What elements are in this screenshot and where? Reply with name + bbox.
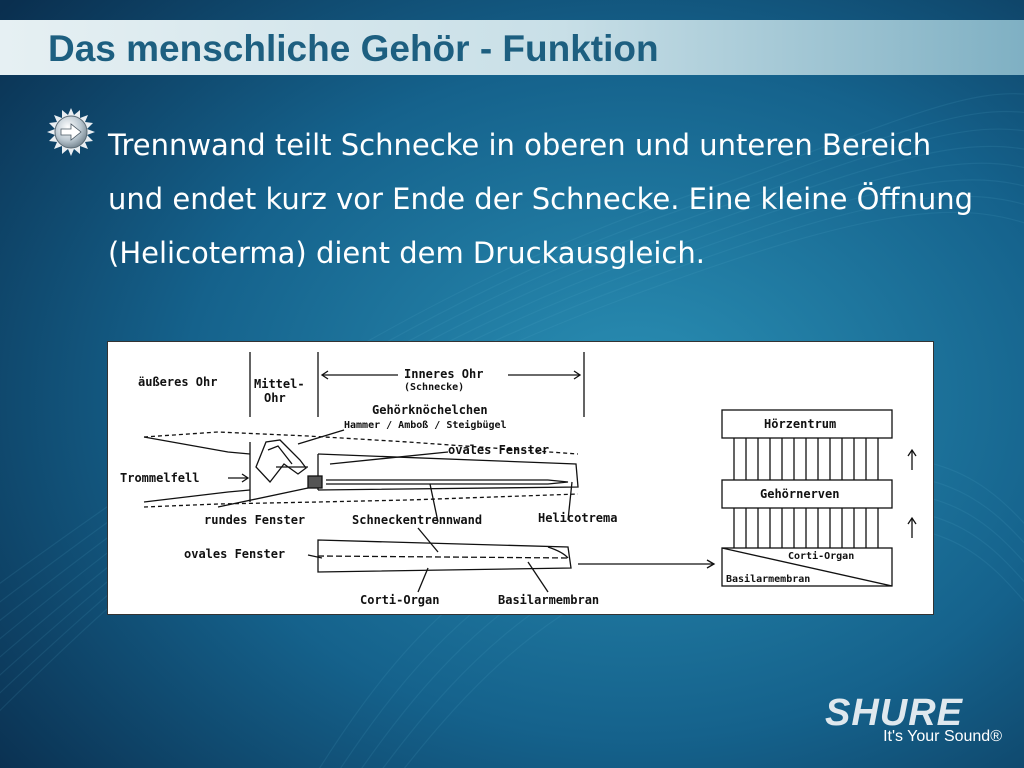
- label-round-window: rundes Fenster: [204, 513, 306, 527]
- arrow-bullet-icon: [47, 108, 95, 156]
- label-outer-ear: äußeres Ohr: [138, 375, 218, 389]
- label-oval-window-top: ovales Fenster: [448, 443, 550, 457]
- bullet-text: Trennwand teilt Schnecke in oberen und unteren Bereich und endet kurz vor Ende der Schnecke. Eine kleine Öffnung (Helicoterma) dient dem Druckausgleich.: [108, 128, 974, 270]
- label-auditory-nerves: Gehörnerven: [760, 487, 840, 501]
- logo-tagline: It's Your Sound®: [883, 728, 1002, 745]
- label-oval-window-bottom: ovales Fenster: [184, 547, 286, 561]
- diagram-drawing: [108, 342, 935, 616]
- label-helicotrema: Helicotrema: [538, 511, 618, 525]
- label-organ-of-corti-box: Corti-Organ: [788, 551, 855, 562]
- label-organ-of-corti: Corti-Organ: [360, 593, 440, 607]
- label-middle-ear-2: Ohr: [264, 391, 286, 405]
- logo-wordmark: SHURE: [825, 692, 964, 734]
- label-basilar-membrane: Basilarmembran: [498, 593, 600, 607]
- label-eardrum: Trommelfell: [120, 471, 200, 485]
- slide-title: Das menschliche Gehör - Funktion: [48, 28, 659, 69]
- label-ossicles-sub: Hammer / Amboß / Steigbügel: [344, 420, 507, 431]
- ear-function-diagram: [107, 341, 934, 615]
- shure-logo: [820, 692, 1010, 752]
- label-middle-ear-1: Mittel-: [254, 377, 305, 391]
- label-inner-ear: Inneres Ohr: [404, 367, 484, 381]
- label-auditory-center: Hörzentrum: [764, 417, 837, 431]
- label-ossicles: Gehörknöchelchen: [372, 403, 488, 417]
- label-cochlear-partition: Schneckentrennwand: [352, 513, 483, 527]
- label-cochlea: (Schnecke): [404, 382, 465, 393]
- label-basilar-membrane-box: Basilarmembran: [726, 574, 811, 585]
